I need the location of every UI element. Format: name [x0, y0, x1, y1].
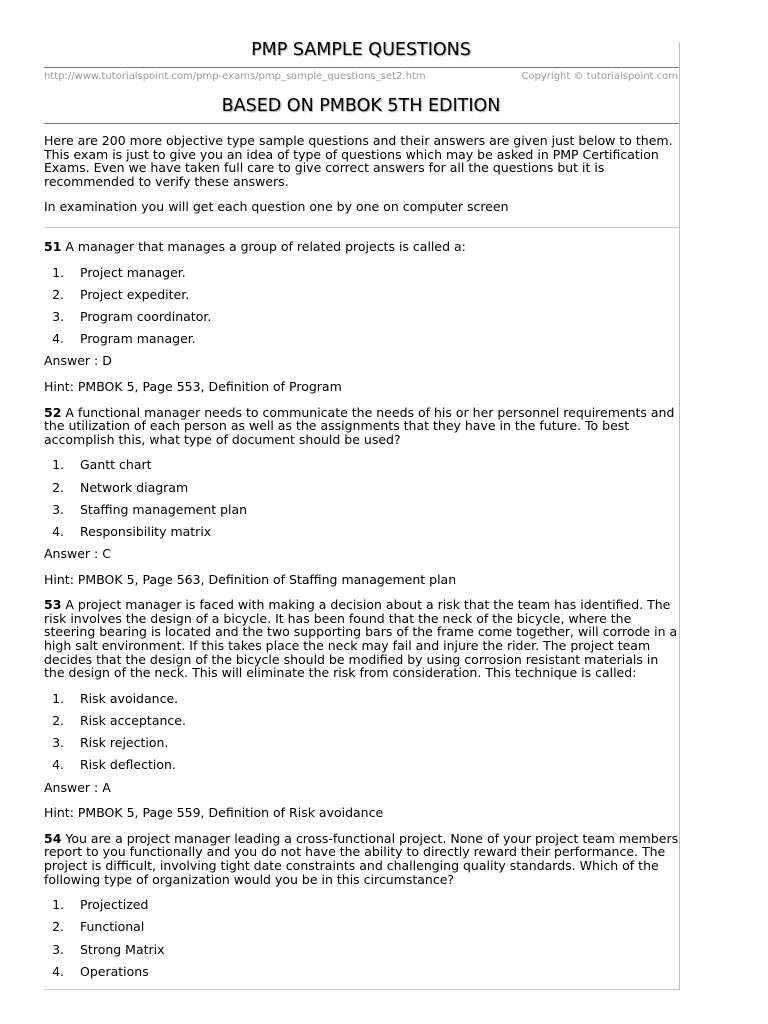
option-item — [44, 758, 680, 772]
option-label: Risk rejection. — [80, 735, 169, 751]
intro-section — [44, 134, 678, 214]
source-url-link[interactable]: http://www.tutorialspoint.com/pmp-exams/pmp_sample_questions_set2.htm — [44, 71, 426, 82]
question-text — [44, 832, 680, 886]
question-number: 52 — [44, 404, 62, 420]
option-number: 4. — [52, 331, 64, 347]
option-label: Projectized — [80, 897, 149, 913]
option-number: 2. — [52, 713, 64, 728]
options-list — [44, 266, 680, 346]
option-item — [44, 736, 680, 750]
option-item — [44, 525, 680, 539]
option-number: 2. — [52, 286, 64, 302]
option-label: Staffing management plan — [80, 501, 248, 517]
option-number: 1. — [52, 897, 64, 913]
question-text — [44, 406, 680, 447]
question-number: 51 — [44, 239, 62, 254]
option-label: Project expediter. — [80, 286, 190, 302]
copyright-text: Copyright © tutorialspoint.com — [521, 71, 678, 82]
option-number: 1. — [52, 690, 64, 706]
option-number: 4. — [52, 963, 64, 979]
option-item — [44, 965, 680, 979]
section-divider — [44, 227, 679, 228]
option-number: 2. — [52, 919, 64, 935]
question-body: A project manager is faced with making a decision about a risk that the team has identified. The risk involves the design of a bicycle. It has been found that the neck of the bicycle, where the steering bearing is located and the two supporting bars of the frame come together, will corrode in a high salt environment. If this takes place the neck may fail and injure the rider. The project team decides that the design of the bicycle should be modified by using corrosion resistant materials in the design of the neck. This will eliminate the risk from consideration. This technique is called: — [44, 597, 678, 681]
option-number: 1. — [52, 457, 64, 473]
question-block — [44, 832, 680, 979]
answer-text: Answer : D — [44, 353, 112, 369]
option-item — [44, 458, 680, 472]
option-item — [44, 920, 680, 934]
option-item — [44, 288, 680, 302]
intro-paragraph: Here are 200 more objective type sample questions and their answers are given just below to them. This exam is just to give you an idea of type of questions which may be asked in PMP Certification Exams. Even we have taken full care to give correct answers for all the questions but it is recommended to verify these answers. — [44, 133, 673, 189]
subtitle-divider — [44, 123, 679, 124]
option-label: Strong Matrix — [80, 941, 165, 957]
option-label: Network diagram — [80, 479, 189, 495]
option-number: 4. — [52, 523, 64, 539]
option-item — [44, 503, 680, 517]
answer-text: Answer : C — [44, 546, 111, 562]
option-label: Risk acceptance. — [80, 713, 186, 728]
page-subtitle: BASED ON PMBOK 5TH EDITION — [221, 96, 501, 116]
options-list — [44, 692, 680, 772]
option-item — [44, 943, 680, 957]
question-number: 54 — [44, 830, 62, 846]
question-block — [44, 406, 680, 587]
question-body: A functional manager needs to communicate the needs of his or her personnel requirements and the utilization of each person as well as the assignments that they have in the future. To best accomplish this, what type of document should be used? — [44, 404, 675, 447]
option-number: 3. — [52, 308, 64, 324]
option-label: Gantt chart — [80, 457, 152, 473]
option-number: 3. — [52, 735, 64, 751]
option-item — [44, 310, 680, 324]
option-item — [44, 714, 680, 728]
answer-text: Answer : A — [44, 779, 111, 795]
option-number: 3. — [52, 501, 64, 517]
hint-text: Hint: PMBOK 5, Page 559, Definition of Risk avoidance — [44, 805, 384, 821]
option-label: Project manager. — [80, 264, 186, 280]
question-body: A manager that manages a group of related projects is called a: — [65, 239, 466, 254]
option-label: Risk avoidance. — [80, 690, 179, 706]
questions-list — [44, 240, 680, 987]
question-body: You are a project manager leading a cross-functional project. None of your project team members report to you functionally and you do not have the ability to directly reward their performance. The project is difficult, involving tight date constraints and challenging quality standards. Which of the following type of organization would you be in this circumstance? — [44, 830, 679, 887]
option-item — [44, 692, 680, 706]
question-number: 53 — [44, 597, 62, 613]
option-label: Risk deflection. — [80, 757, 176, 773]
option-item — [44, 481, 680, 495]
bottom-divider — [44, 989, 679, 990]
hint-text: Hint: PMBOK 5, Page 553, Definition of Program — [44, 378, 342, 394]
question-block — [44, 240, 680, 394]
option-label: Operations — [80, 963, 149, 979]
option-number: 1. — [52, 264, 64, 280]
question-text — [44, 598, 680, 680]
option-item — [44, 898, 680, 912]
question-block — [44, 598, 680, 820]
question-text — [44, 240, 680, 254]
hint-text: Hint: PMBOK 5, Page 563, Definition of Staffing management plan — [44, 571, 457, 587]
intro-note: In examination you will get each question one by one on computer screen — [44, 199, 509, 215]
option-item — [44, 332, 680, 346]
option-number: 3. — [52, 941, 64, 957]
option-label: Program manager. — [80, 331, 196, 347]
option-label: Program coordinator. — [80, 308, 212, 324]
option-label: Functional — [80, 919, 145, 935]
title-divider — [44, 67, 679, 68]
option-number: 2. — [52, 479, 64, 495]
option-item — [44, 266, 680, 280]
option-label: Responsibility matrix — [80, 523, 212, 539]
page-title: PMP SAMPLE QUESTIONS — [251, 40, 471, 60]
options-list — [44, 898, 680, 978]
options-list — [44, 458, 680, 538]
option-number: 4. — [52, 757, 64, 773]
